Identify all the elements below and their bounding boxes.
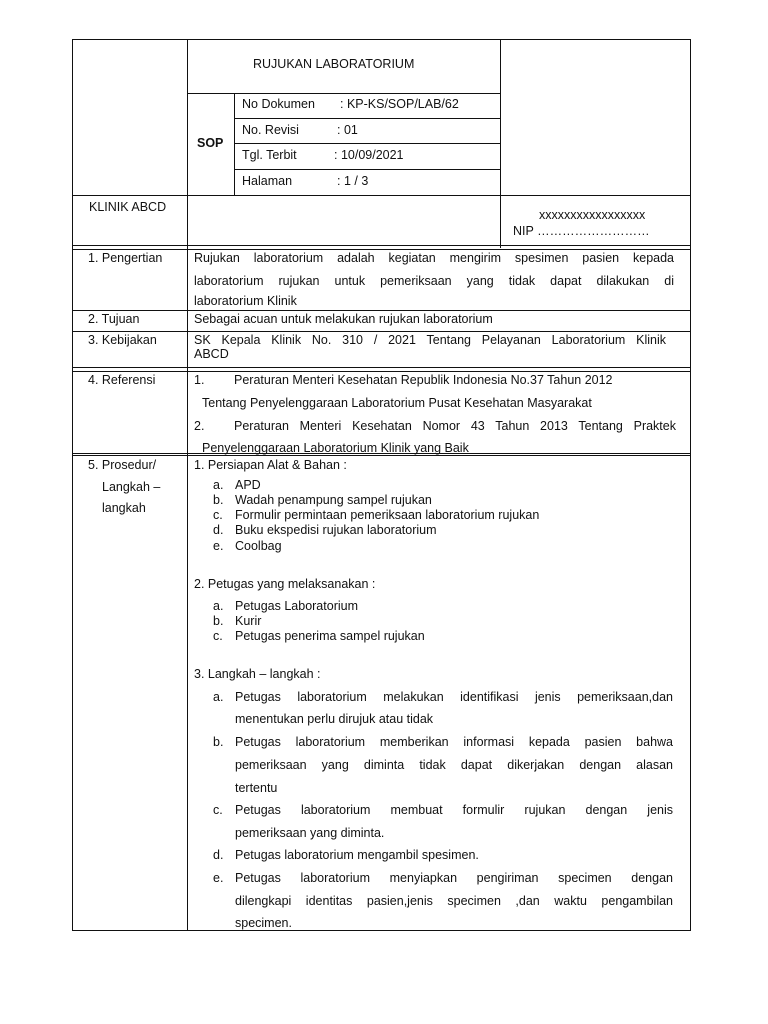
list-item: Coolbag xyxy=(235,539,282,553)
pengertian-line: laboratorium Klinik xyxy=(194,294,297,308)
list-item: menentukan perlu dirujuk atau tidak xyxy=(235,712,434,726)
list-item-letter: a. xyxy=(213,690,224,704)
pengertian-line: laboratorium rujukan untuk pemeriksaan yang tidak dapat dilakukan di xyxy=(194,274,674,288)
list-item: Petugas laboratorium menyiapkan pengiriman specimen dengan xyxy=(235,871,673,885)
section-label-prosedur: Langkah – xyxy=(102,480,161,494)
list-item: Kurir xyxy=(235,614,262,628)
list-item-letter: e. xyxy=(213,871,224,885)
list-item-letter: a. xyxy=(213,599,224,613)
list-item-letter: b. xyxy=(213,735,224,749)
section-label-pengertian: 1. Pengertian xyxy=(88,251,163,265)
referensi-line: Tentang Penyelenggaraan Laboratorium Pusat Kesehatan Masyarakat xyxy=(202,396,592,410)
meta-label-no-revisi: No. Revisi xyxy=(242,123,299,137)
tujuan-text: Sebagai acuan untuk melakukan rujukan laboratorium xyxy=(194,312,493,326)
signature-nip: NIP ……………………… xyxy=(513,224,650,238)
step-heading: 1. Persiapan Alat & Bahan : xyxy=(194,458,347,472)
list-item: Petugas laboratorium mengambil spesimen. xyxy=(235,848,479,862)
list-item-letter: c. xyxy=(213,803,223,817)
meta-value-no-dokumen: : KP-KS/SOP/LAB/62 xyxy=(340,97,459,111)
kebijakan-line: SK Kepala Klinik No. 310 / 2021 Tentang Pelayanan Laboratorium Klinik xyxy=(194,333,666,347)
meta-label-halaman: Halaman xyxy=(242,174,293,188)
list-item-letter: b. xyxy=(213,614,224,628)
list-item: Petugas Laboratorium xyxy=(235,599,358,613)
list-item-letter: a. xyxy=(213,478,224,492)
list-item: Petugas laboratorium memberikan informasi kepada pasien bahwa xyxy=(235,735,673,749)
list-item: Wadah penampung sampel rujukan xyxy=(235,493,432,507)
list-item-letter: c. xyxy=(213,508,223,522)
signature-name: xxxxxxxxxxxxxxxxx xyxy=(539,208,646,222)
referensi-line: Penyelenggaraan Laboratorium Klinik yang Baik xyxy=(202,441,469,455)
list-item: pemeriksaan yang diminta tidak dapat dikerjakan dengan alasan xyxy=(235,758,673,772)
list-item: Petugas laboratorium membuat formulir rujukan dengan jenis xyxy=(235,803,673,817)
list-item-letter: b. xyxy=(213,493,224,507)
referensi-line: Peraturan Menteri Kesehatan Nomor 43 Tahun 2013 Tentang Praktek xyxy=(234,419,676,433)
meta-value-no-revisi: : 01 xyxy=(337,123,358,137)
list-item: Buku ekspedisi rujukan laboratorium xyxy=(235,523,437,537)
document-title: RUJUKAN LABORATORIUM xyxy=(253,57,415,71)
list-item-letter: c. xyxy=(213,629,223,643)
list-item: pemeriksaan yang diminta. xyxy=(235,826,385,840)
list-item: tertentu xyxy=(235,781,278,795)
section-label-prosedur: langkah xyxy=(102,501,146,515)
step-heading: 2. Petugas yang melaksanakan : xyxy=(194,577,376,591)
section-label-kebijakan: 3. Kebijakan xyxy=(88,333,157,347)
list-item-letter: e. xyxy=(213,539,224,553)
meta-label-no-dokumen: No Dokumen xyxy=(242,97,315,111)
list-item: Petugas laboratorium melakukan identifikasi jenis pemeriksaan,dan xyxy=(235,690,673,704)
clinic-name: KLINIK ABCD xyxy=(89,200,167,214)
list-item: Petugas penerima sampel rujukan xyxy=(235,629,425,643)
referensi-line: Peraturan Menteri Kesehatan Republik Indonesia No.37 Tahun 2012 xyxy=(234,373,613,387)
section-label-referensi: 4. Referensi xyxy=(88,373,156,387)
list-item-letter: d. xyxy=(213,523,224,537)
section-label-tujuan: 2. Tujuan xyxy=(88,312,140,326)
kebijakan-line: ABCD xyxy=(194,347,229,361)
referensi-number: 1. xyxy=(194,373,205,387)
sop-label: SOP xyxy=(197,136,224,150)
list-item-letter: d. xyxy=(213,848,224,862)
meta-label-tgl-terbit: Tgl. Terbit xyxy=(242,148,297,162)
list-item: Formulir permintaan pemeriksaan laboratorium rujukan xyxy=(235,508,540,522)
meta-value-tgl-terbit: : 10/09/2021 xyxy=(334,148,404,162)
meta-value-halaman: : 1 / 3 xyxy=(337,174,369,188)
list-item: specimen. xyxy=(235,916,292,930)
step-heading: 3. Langkah – langkah : xyxy=(194,667,321,681)
pengertian-line: Rujukan laboratorium adalah kegiatan mengirim spesimen pasien kepada xyxy=(194,251,674,265)
list-item: APD xyxy=(235,478,261,492)
referensi-number: 2. xyxy=(194,419,205,433)
list-item: dilengkapi identitas pasien,jenis specimen ,dan waktu pengambilan xyxy=(235,894,673,908)
section-label-prosedur: 5. Prosedur/ xyxy=(88,458,157,472)
